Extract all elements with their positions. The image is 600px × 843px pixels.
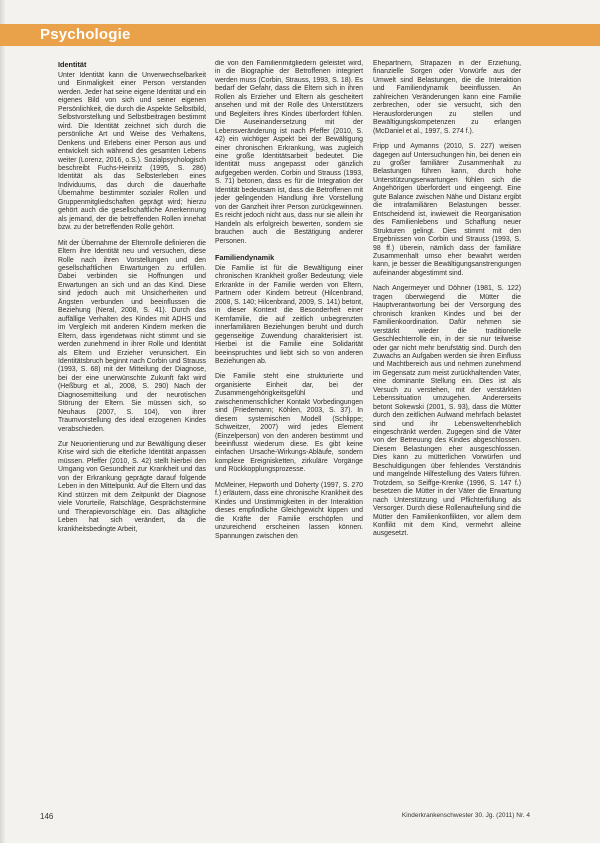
column-3: [373, 60, 521, 814]
page-spine-shadow: [0, 0, 6, 843]
paragraph: die von den Familienmitgliedern geleistet wird, in die Biographie der Betroffenen integriert werden muss (Corbin, Strauss, 1993, S. 18). Es bedarf der Gefahr, dass die Eltern sich in ihren Rollen als Erzieher und Eltern als gescheitert ansehen und mit der Rolle des Unterstützers und Begleiters ihres Kindes überfordert fühlen. Die Auseinandersetzung mit der Lebensveränderung ist nach Pfeffer (2010, S. 42) ein wichtiger Aspekt bei der Bewältigung einer chronischen Erkrankung, was zugleich eine große Identitätsarbeit bedeutet. Die Identität muss angepasst oder gänzlich aufgegeben werden. Corbin und Strauss (1993, S. 71) betonen, dass es für die Integration der Identität bedeutsam ist, dass die Betroffenen mit jeder gelingenden Handlung ihre Vorstellung von der Ganzheit ihrer Person zurückgewinnen. Es reicht jedoch nicht aus, dass nur sie allein ihr Handeln als erfolgreich bewerten, sondern sie brauchen auch die Bestätigung anderer Personen.: [215, 60, 363, 245]
paragraph: Nach Angermeyer und Döhner (1981, S. 122) tragen überwiegend die Mütter die Hauptverantwortung bei der Versorgung des chronisch kranken Kindes und bei der Familienkoordination. Dafür nehmen sie verstärkt wieder die traditionelle Geschlechterrolle ein, in der sie nur teilweise oder gar nicht mehr berufstätig sind. Durch den Zuwachs an Aufgaben werden sie ihren Einfluss und Machtbereich aus und nehmen zunehmend im Gegensatz zum meist zurückhaltenden Vater, eine dominante Stellung ein. Dies ist als Versuch zu verstehen, mit der verstärkten Lebenssituation umzugehen. Andererseits betont Sokewski (2001, S. 93), dass die Mütter durch den zeitlichen Aufwand mehrfach belastet sind und ihr Lebensweltenrheblich eingeschränkt werden. Zugegen sind die Väter von der Betreuung des Kindes abgeschlossen. Diesem Belastungen eher ausgeschlossen. Dies kann zu mütterlichen Vorwürfen und Beschuldigungen über fehlendes Verständnis und mangelnde Hilfestellung des Vaters führen. Trotzdem, so Seiffge-Krenke (1996, S. 147 f.) besetzen die Mütter in der Väter die Erwartung nach Unterstützung und Pflichterfüllung als Versorger. Durch diese Rollenaufteilung sind die Mütter den Familienkonflikten, vor allem dem Konflikt mit dem Kind, vermehrt alleine ausgesetzt.: [373, 285, 521, 538]
journal-source: Kinderkrankenschwester 30. Jg. (2011) Nr. 4: [401, 812, 530, 819]
paragraph: Die Familie ist für die Bewältigung einer chronischen Krankheit großer Bedeutung; viele Erkrankte in der Familie werden von Eltern, Partnern oder Kindern betreut (Hilcenbrand, 2008, S. 140; Hilcenbrand, 2009, S. 141) betont, in dieser Kontext die Besonderheit einer Kernfamilie, die auf zeitlich unbegrenzten innerfamiliären Beziehungen beruht und durch gegenseitige Zuwendung charakterisiert ist. Hierbei ist die Familie eine Solidarität beeinspruchtes und liebt sich so von anderen Beziehungen ab.: [215, 264, 363, 365]
page-number: 146: [40, 812, 54, 821]
paragraph: Die Familie steht eine strukturierte und organisierte Einheit dar, bei der Zusammengehörigkeitsgefühl und zwischenmenschlicher Kontakt Vorbedingungen sind (Friedemann; Köhlen, 2003, S. 37). In diesem systemischen Modell (Schlippe; Schweitzer, 2007) wird jedes Element (Einzelperson) von den anderen bestimmt und beeinflusst wiederum diese. Es gibt keine einfachen Ursache-Wirkungs-Abläufe, sondern komplexe Ereignisketten, zirkuläre Vorgänge und Rückkopplungsprozesse.: [215, 373, 363, 474]
paragraph: Fripp und Aymanns (2010, S. 227) weisen dagegen auf Untersuchungen hin, bei denen ein zu großer familiärer Zusammenhalt zu Belastungen führen kann, durch hohe Unterstützungserwartungen fühlen sich die Angehörigen überfordert und eingeengt. Eine gute Balance zwischen Nähe und Distanz ergibt die intrafamiliären Belastungen besser. Entscheidend ist, inwieweit die Reorganisation des Familienlebens und Schaffung neuer Strukturen gelingt. Dies stimmt mit den Ergebnissen von Corbin und Strauss (1993, S. 98 ff.) überein, nämlich dass der familiäre Zusammenhalt umso eher bewahrt werden kann, je besser die Bewältigungsanstrengungen aufeinander abgestimmt sind.: [373, 143, 521, 277]
paragraph: Unter Identität kann die Unverwechselbarkeit und Einmaligkeit einer Person verstanden werden. Jeder hat seine eigene Identität und ein eigenes Bild von sich und seiner eigenen Persönlichkeit, die durch die Aspekte Selbstbild, Selbstvorstellung und Selbstbeitragen bestimmt wird. Die Identität zeichnet sich durch die persönliche Art und Weise des Verhaltens, Denkens und Erlebens einer Person aus und entwickelt sich während des gesamten Lebens weiter (Lorenz, 2016, o.S.). Sozialpsychologisch beschreibt Fuchs-Heinritz (1995, S. 286) Identität als das Selbsterleben eines Individuums, das durch die dauerhafte Übernahme bestimmter sozialer Rollen und Gruppenmitgliedschaften geprägt wird; hierzu gehört auch die gesellschaftliche Anerkennung als jemand, der die betreffenden Rollen innehat bzw. zu der betreffenden Rolle gehört.: [58, 72, 206, 232]
column-2: [215, 60, 363, 814]
heading-familiendynamik: Familiendynamik: [215, 252, 275, 262]
column-1: [58, 60, 206, 814]
paragraph: McMeiner, Hepworth und Doherty (1997, S. 270 f.) erläutern, dass eine chronische Krankheit des Kindes und Unstimmigkeiten in der Interaktion dieses empfindliche Gleichgewicht kippen und die Kräfte der Familie erschöpfen und unzureichend erscheinen lassen können. Spannungen zwischen den: [215, 481, 363, 540]
paragraph: Mit der Übernahme der Elternrolle definieren die Eltern ihre Identität neu und versuchen, diese Rolle nach ihren Vorstellungen und den gesellschaftlichen Erwartungen zu erfüllen. Dabei verbinden sie Hoffnungen und Erwartungen an sich und an das Kind. Diese sind jedoch auch mit Unsicherheiten und Ängsten verbunden und beeinflussen die Beziehung (Neral, 2008, S. 41). Durch das auffällige Verhalten des Kindes mit ADHS und im Vergleich mit anderen Kindern merken die Eltern, dass irgendetwas nicht stimmt und sie werden zunehmend in ihrer Rolle und Identität als Eltern und Erzieher verunsichert. Ein Identitätsbruch beginnt nach Corbin und Strauss (1993, S. 68) mit der Mitteilung der Diagnose, bei der eine unerwünschte Zukunft fakt wird (Heßburg et al., 2008, S. 290) Nach der Diagnosemitteilung und der neurotischen Störung der Eltern. Sie müssen sich, so Neuhaus (2007, S. 104), von ihrer Traumvorstellung des ideal erzogenen Kindes verabschieden.: [58, 239, 206, 433]
heading-identitaet: Identität: [58, 60, 87, 69]
paragraph: Zur Neuorientierung und zur Bewältigung dieser Krise wird sich die elterliche Identität anpassen müssen. Pfeffer (2010, S. 42) stellt hierbei den Umgang von Gesundheit zur Krankheit und das von der Erkrankung geprägte darauf folgende Leben in den Mittelpunkt. Auf die Eltern und das Kind stürzen mit dem Zeitpunkt der Diagnose viele Vorurteile, Ratschläge, Gesprächstermine und Therapievorschläge ein. Das alltägliche Leben hat sich verändert, da die krankheitsbedingte Arbeit,: [58, 441, 206, 533]
section-title: Psychologie: [40, 26, 131, 43]
paragraph: Ehepartnern, Strapazen in der Erziehung, finanzielle Sorgen oder Vorwürfe aus der Umwelt sind Belastungen, die die Interaktion und Familiendynamik beeinflussen. An zahlreichen Veränderungen kann eine Familie zerbrechen, oder sie versucht, sich den Herausforderungen zu stellen und Bewältigungskompetenzen zu erlangen (McDaniel et al., 1997, S. 274 f.).: [373, 60, 521, 135]
